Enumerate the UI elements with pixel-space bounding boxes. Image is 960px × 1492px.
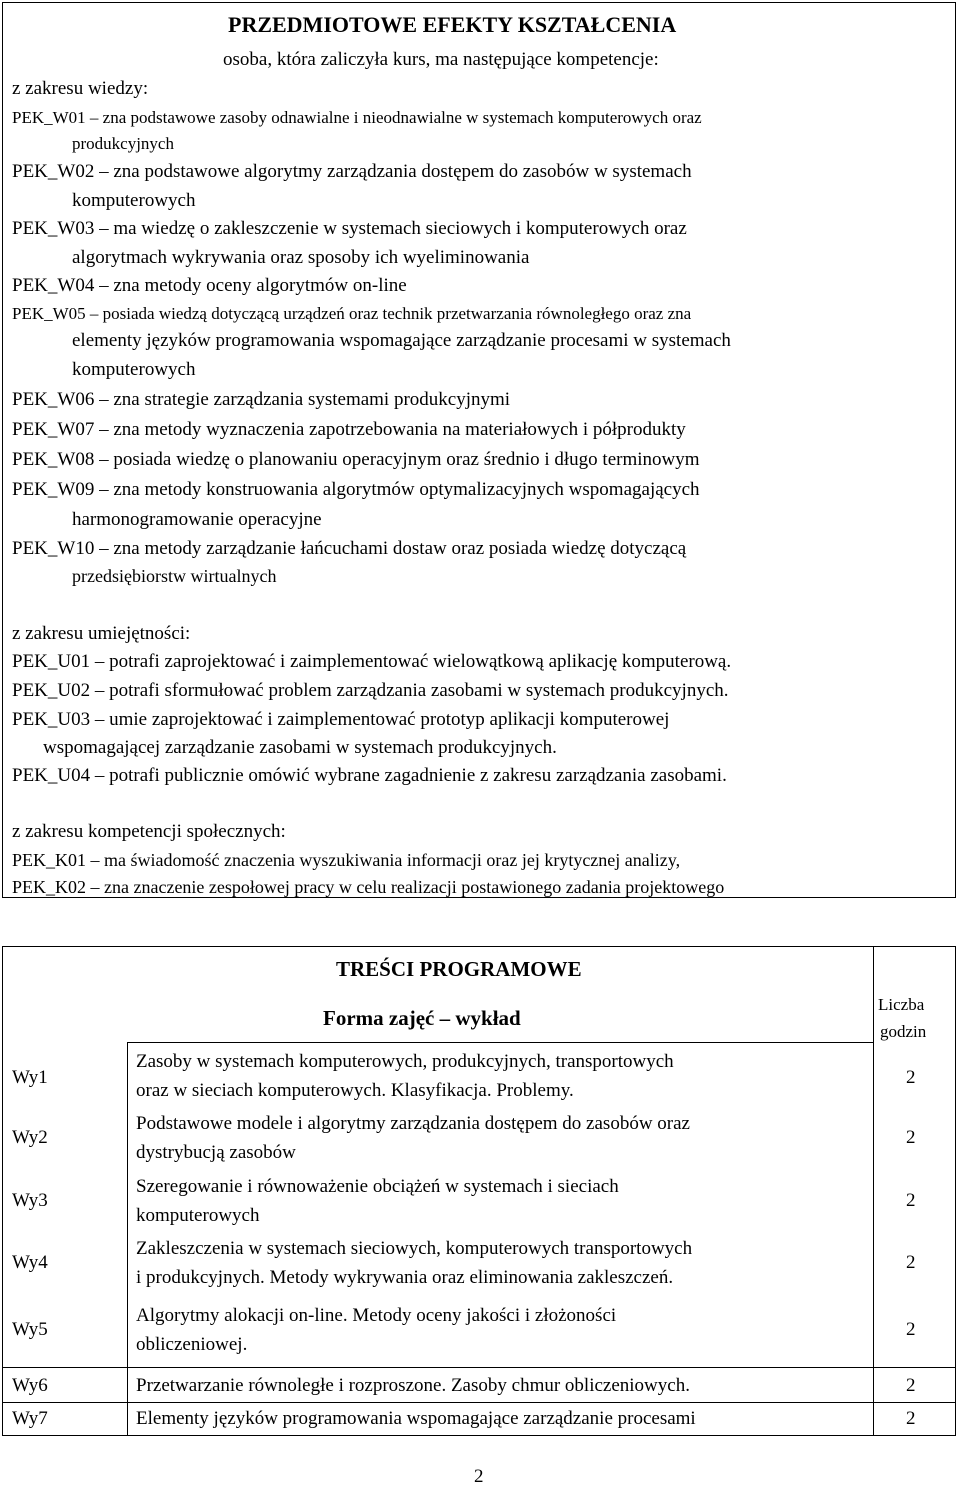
row-topic-line1: Algorytmy alokacji on-line. Metody oceny jakości i złożoności: [136, 1305, 617, 1326]
outcome-w03-line1: PEK_W03 – ma wiedzę o zakleszczenie w systemach sieciowych i komputerowych oraz: [12, 218, 687, 239]
outcome-w10-line1: PEK_W10 – zna metody zarządzanie łańcuchami dostaw oraz posiada wiedzę dotyczącą: [12, 538, 687, 559]
row-topic-line1: Elementy języków programowania wspomagające zarządzanie procesami: [136, 1408, 696, 1429]
outcome-w10-line2: przedsiębiorstw wirtualnych: [72, 566, 277, 586]
row-topic-line2: dystrybucją zasobów: [136, 1142, 296, 1163]
knowledge-heading: z zakresu wiedzy:: [12, 78, 149, 99]
page-number: 2: [474, 1466, 484, 1487]
row-topic-line1: Zasoby w systemach komputerowych, produkcyjnych, transportowych: [136, 1051, 674, 1072]
outcome-u01: PEK_U01 – potrafi zaprojektować i zaimplementować wielowątkową aplikację komputerową.: [12, 651, 732, 672]
row-code: Wy6: [12, 1375, 48, 1396]
row-topic-line1: Zakleszczenia w systemach sieciowych, komputerowych transportowych: [136, 1238, 693, 1259]
outcome-w02-line2: komputerowych: [72, 190, 196, 211]
row-hours: 2: [906, 1375, 916, 1396]
row-hours: 2: [906, 1408, 916, 1429]
row-hours: 2: [906, 1067, 916, 1088]
table-row-divider: [127, 1042, 873, 1043]
outcome-w06: PEK_W06 – zna strategie zarządzania systemami produkcyjnymi: [12, 389, 511, 410]
outcome-w05-line1: PEK_W05 – posiada wiedzą dotyczącą urządzeń oraz technik przetwarzania równoległego oraz zna: [12, 304, 692, 323]
row-code: Wy4: [12, 1252, 48, 1273]
row-topic-line2: i produkcyjnych. Metody wykrywania oraz eliminowania zakleszczeń.: [136, 1267, 674, 1288]
table-row-divider: [2, 1402, 956, 1403]
row-hours: 2: [906, 1319, 916, 1340]
form-label: Forma zajęć – wykład: [323, 1006, 521, 1030]
program-title: TREŚCI PROGRAMOWE: [336, 957, 582, 981]
outcome-w07: PEK_W07 – zna metody wyznaczenia zapotrzebowania na materiałowych i półprodukty: [12, 419, 686, 440]
outcome-w09-line2: harmonogramowanie operacyjne: [72, 509, 322, 530]
row-hours: 2: [906, 1252, 916, 1273]
row-code: Wy5: [12, 1319, 48, 1340]
outcome-w04: PEK_W04 – zna metody oceny algorytmów on-line: [12, 275, 407, 296]
outcome-u03-line2: wspomagającej zarządzanie zasobami w systemach produkcyjnych.: [43, 737, 557, 758]
row-topic-line1: Przetwarzanie równoległe i rozproszone. Zasoby chmur obliczeniowych.: [136, 1375, 690, 1396]
table-row-divider: [2, 1367, 956, 1368]
hours-header-line1: Liczba: [878, 995, 925, 1014]
outcome-w05-line2: elementy języków programowania wspomagające zarządzanie procesami w systemach: [72, 330, 731, 351]
row-code: Wy7: [12, 1408, 48, 1429]
outcome-u04: PEK_U04 – potrafi publicznie omówić wybrane zagadnienie z zakresu zarządzania zasobami.: [12, 765, 727, 786]
outcome-w09-line1: PEK_W09 – zna metody konstruowania algorytmów optymalizacyjnych wspomagających: [12, 479, 700, 500]
row-code: Wy3: [12, 1190, 48, 1211]
table-column-divider: [127, 1042, 128, 1436]
row-hours: 2: [906, 1190, 916, 1211]
outcome-w08: PEK_W08 – posiada wiedzę o planowaniu operacyjnym oraz średnio i długo terminowym: [12, 449, 700, 470]
row-topic-line1: Podstawowe modele i algorytmy zarządzania dostępem do zasobów oraz: [136, 1113, 690, 1134]
outcome-w02-line1: PEK_W02 – zna podstawowe algorytmy zarządzania dostępem do zasobów w systemach: [12, 161, 692, 182]
outcome-w01-line2: produkcyjnych: [72, 134, 174, 153]
outcome-w05-line3: komputerowych: [72, 359, 196, 380]
outcome-k02: PEK_K02 – zna znaczenie zespołowej pracy w celu realizacji postawionego zadania projektowego: [12, 877, 725, 897]
row-topic-line2: komputerowych: [136, 1205, 260, 1226]
outcomes-subtitle: osoba, która zaliczyła kurs, ma następujące kompetencje:: [223, 49, 659, 70]
outcome-u03-line1: PEK_U03 – umie zaprojektować i zaimplementować prototyp aplikacji komputerowej: [12, 709, 670, 730]
row-hours: 2: [906, 1127, 916, 1148]
table-column-divider: [873, 946, 874, 1436]
row-code: Wy1: [12, 1067, 48, 1088]
outcomes-title: PRZEDMIOTOWE EFEKTY KSZTAŁCENIA: [228, 12, 677, 37]
outcome-w01-line1: PEK_W01 – zna podstawowe zasoby odnawialne i nieodnawialne w systemach komputerowych oraz: [12, 108, 702, 127]
outcome-w03-line2: algorytmach wykrywania oraz sposoby ich wyeliminowania: [72, 247, 530, 268]
row-code: Wy2: [12, 1127, 48, 1148]
outcome-k01: PEK_K01 – ma świadomość znaczenia wyszukiwania informacji oraz jej krytycznej analizy,: [12, 850, 681, 870]
row-topic-line1: Szeregowanie i równoważenie obciążeń w systemach i sieciach: [136, 1176, 619, 1197]
skills-heading: z zakresu umiejętności:: [12, 623, 191, 644]
social-heading: z zakresu kompetencji społecznych:: [12, 821, 286, 842]
hours-header-line2: godzin: [880, 1022, 927, 1041]
outcome-u02: PEK_U02 – potrafi sformułować problem zarządzania zasobami w systemach produkcyjnych.: [12, 680, 729, 701]
row-topic-line2: oraz w sieciach komputerowych. Klasyfikacja. Problemy.: [136, 1080, 574, 1101]
row-topic-line2: obliczeniowej.: [136, 1334, 248, 1355]
